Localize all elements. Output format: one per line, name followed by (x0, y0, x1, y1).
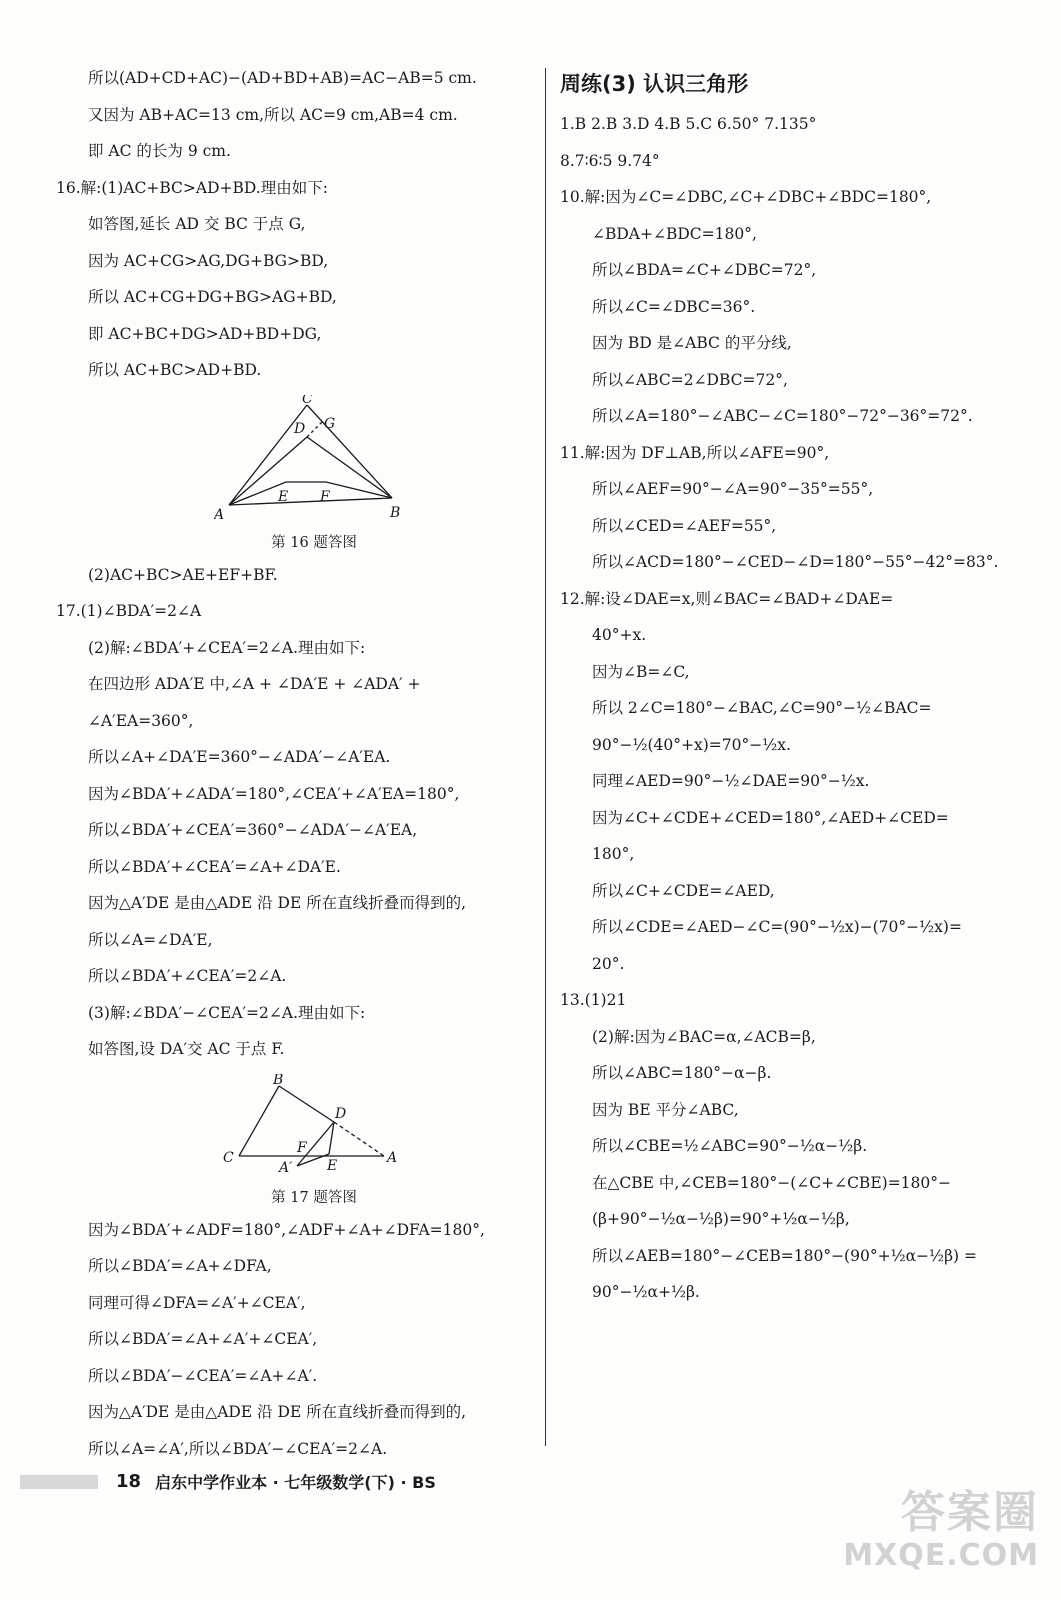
text-line: 所以∠ABC=2∠DBC=72°, (592, 370, 788, 389)
fig16-label-A: A (214, 506, 225, 523)
triangle-diagram-16 (214, 395, 414, 523)
text-line: 如答图,设 DA′交 AC 于点 F. (88, 1040, 285, 1058)
fig17-label-B: B (273, 1073, 284, 1088)
right-column (560, 60, 1010, 1311)
figure-17 (88, 1074, 540, 1182)
text-line: 因为△A′DE 是由△ADE 沿 DE 所在直线折叠而得到的, (88, 894, 467, 912)
text-line: 所以∠AEF=90°−∠A=90°−35°=55°, (592, 480, 874, 498)
watermark (843, 1488, 1039, 1574)
text-line: 所以∠BDA′+∠CEA′=∠A+∠DA′E. (88, 857, 341, 876)
text-line: 又因为 AB+AC=13 cm,所以 AC=9 cm,AB=4 cm. (88, 105, 458, 124)
book-title: 启东中学作业本 · 七年级数学(下) · BS (155, 1473, 436, 1492)
page-footer (20, 1470, 436, 1493)
text-line: 90°−½(40°+x)=70°−½x. (592, 735, 791, 754)
answer-line: 8.7∶6∶5 9.74° (560, 151, 660, 170)
triangle-diagram-17 (219, 1074, 409, 1178)
text-line: 所以∠C+∠CDE=∠AED, (592, 881, 775, 900)
text-line: 所以∠A+∠DA′E=360°−∠ADA′−∠A′EA. (88, 748, 391, 766)
text-line: 180°, (592, 845, 635, 863)
text-line: 20°. (592, 954, 625, 973)
answer-line: 1.B 2.B 3.D 4.B 5.C 6.50° 7.135° (560, 115, 817, 133)
fig17-label-A-prime: A′ (279, 1159, 293, 1176)
text-line: ∠A′EA=360°, (88, 711, 194, 730)
fig17-label-E: E (327, 1157, 338, 1174)
text-line: 所以∠CBE=½∠ABC=90°−½α−½β. (592, 1137, 868, 1155)
text-line: 因为∠B=∠C, (592, 662, 690, 681)
q13-heading: 13.(1)21 (560, 991, 627, 1009)
text-line: 所以(AD+CD+AC)−(AD+BD+AB)=AC−AB=5 cm. (88, 69, 477, 87)
page-number: 18 (116, 1471, 142, 1492)
text-line: 如答图,延长 AD 交 BC 于点 G, (88, 215, 306, 233)
fig16-label-C: C (302, 394, 313, 407)
text-line: 因为 AC+CG>AG,DG+BG>BD, (88, 251, 329, 270)
q10-heading: 10.解:因为∠C=∠DBC,∠C+∠DBC+∠BDC=180°, (560, 188, 932, 206)
left-column (56, 60, 540, 1467)
text-line: 所以∠BDA′=∠A+∠DFA, (88, 1257, 272, 1275)
text-line: 所以∠ABC=180°−α−β. (592, 1064, 772, 1082)
text-line: 因为∠BDA′+∠ADA′=180°,∠CEA′+∠A′EA=180°, (88, 784, 460, 803)
footer-bar (20, 1475, 98, 1489)
q11-heading: 11.解:因为 DF⊥AB,所以∠AFE=90°, (560, 443, 830, 462)
text-line: 所以∠BDA=∠C+∠DBC=72°, (592, 261, 817, 279)
q12-heading: 12.解:设∠DAE=x,则∠BAC=∠BAD+∠DAE= (560, 589, 894, 608)
text-line: 所以∠A=∠A′,所以∠BDA′−∠CEA′=2∠A. (88, 1439, 388, 1458)
fig16-label-D: D (294, 420, 306, 437)
text-line: 因为△A′DE 是由△ADE 沿 DE 所在直线折叠而得到的, (88, 1403, 467, 1421)
text-line: 即 AC 的长为 9 cm. (88, 142, 231, 160)
text-line: 因为∠C+∠CDE+∠CED=180°,∠AED+∠CED= (592, 808, 949, 827)
text-line: 同理可得∠DFA=∠A′+∠CEA′, (88, 1293, 306, 1312)
text-line: 因为∠BDA′+∠ADF=180°,∠ADF+∠A+∠DFA=180°, (88, 1220, 485, 1239)
text-line: (2)解:∠BDA′+∠CEA′=2∠A.理由如下: (88, 638, 366, 657)
text-line: 在四边形 ADA′E 中,∠A + ∠DA′E + ∠ADA′ + (88, 675, 421, 693)
figure-16-caption: 第 16 题答图 (271, 534, 357, 551)
text-line: 所以∠AEB=180°−∠CEB=180°−(90°+½α−½β) = (592, 1246, 977, 1265)
text-line: 所以∠C=∠DBC=36°. (592, 297, 756, 316)
text-line: 因为 BD 是∠ABC 的平分线, (592, 334, 792, 352)
text-line: 所以∠A=∠DA′E, (88, 930, 213, 949)
fig17-label-D: D (335, 1105, 347, 1122)
text-line: 所以 AC+CG+DG+BG>AG+BD, (88, 288, 337, 306)
fig16-label-G: G (324, 415, 336, 432)
text-line: 所以 AC+BC>AD+BD. (88, 361, 262, 379)
text-line: 40°+x. (592, 626, 647, 644)
fig16-label-F: F (320, 488, 330, 505)
text-line: 所以 2∠C=180°−∠BAC,∠C=90°−½∠BAC= (592, 699, 932, 717)
text-line: ∠BDA+∠BDC=180°, (592, 224, 757, 243)
text-line: 所以∠CDE=∠AED−∠C=(90°−½x)−(70°−½x)= (592, 918, 962, 936)
text-line: 所以∠A=180°−∠ABC−∠C=180°−72°−36°=72°. (592, 407, 973, 425)
text-line: 同理∠AED=90°−½∠DAE=90°−½x. (592, 772, 870, 790)
text-line: 所以∠CED=∠AEF=55°, (592, 516, 777, 535)
text-line: (2)解:因为∠BAC=α,∠ACB=β, (592, 1027, 816, 1046)
fig17-label-C: C (223, 1149, 234, 1166)
figure-17-caption: 第 17 题答图 (271, 1189, 357, 1206)
text-line: (3)解:∠BDA′−∠CEA′=2∠A.理由如下: (88, 1003, 366, 1022)
section-title: 周练(3) 认识三角形 (560, 72, 749, 96)
watermark-logo-text: 答案圈 (901, 1487, 1039, 1538)
figure-16 (88, 395, 540, 527)
text-line: 所以∠BDA′+∠CEA′=360°−∠ADA′−∠A′EA, (88, 821, 418, 839)
text-line: 在△CBE 中,∠CEB=180°−(∠C+∠CBE)=180°− (592, 1173, 951, 1192)
column-divider (545, 68, 546, 1446)
text-line: (β+90°−½α−½β)=90°+½α−½β, (592, 1210, 850, 1228)
text-line: (2)AC+BC>AE+EF+BF. (88, 565, 278, 584)
text-line: 因为 BE 平分∠ABC, (592, 1100, 739, 1119)
text-line: 90°−½α+½β. (592, 1283, 700, 1301)
fig17-label-A: A (387, 1149, 398, 1166)
fig16-label-B: B (390, 504, 401, 521)
text-line: 所以∠BDA′−∠CEA′=∠A+∠A′. (88, 1366, 318, 1385)
fig16-label-E: E (278, 488, 289, 505)
text-line: 所以∠BDA′=∠A+∠A′+∠CEA′, (88, 1330, 318, 1348)
text-line: 所以∠ACD=180°−∠CED−∠D=180°−55°−42°=83°. (592, 553, 999, 571)
text-line: 即 AC+BC+DG>AD+BD+DG, (88, 324, 322, 343)
q16-heading: 16.解:(1)AC+BC>AD+BD.理由如下: (56, 178, 328, 197)
text-line: 所以∠BDA′+∠CEA′=2∠A. (88, 967, 287, 985)
fig17-label-F: F (297, 1139, 307, 1156)
watermark-url: MXQE.COM (843, 1538, 1039, 1573)
q17-heading: 17.(1)∠BDA′=2∠A (56, 602, 202, 620)
